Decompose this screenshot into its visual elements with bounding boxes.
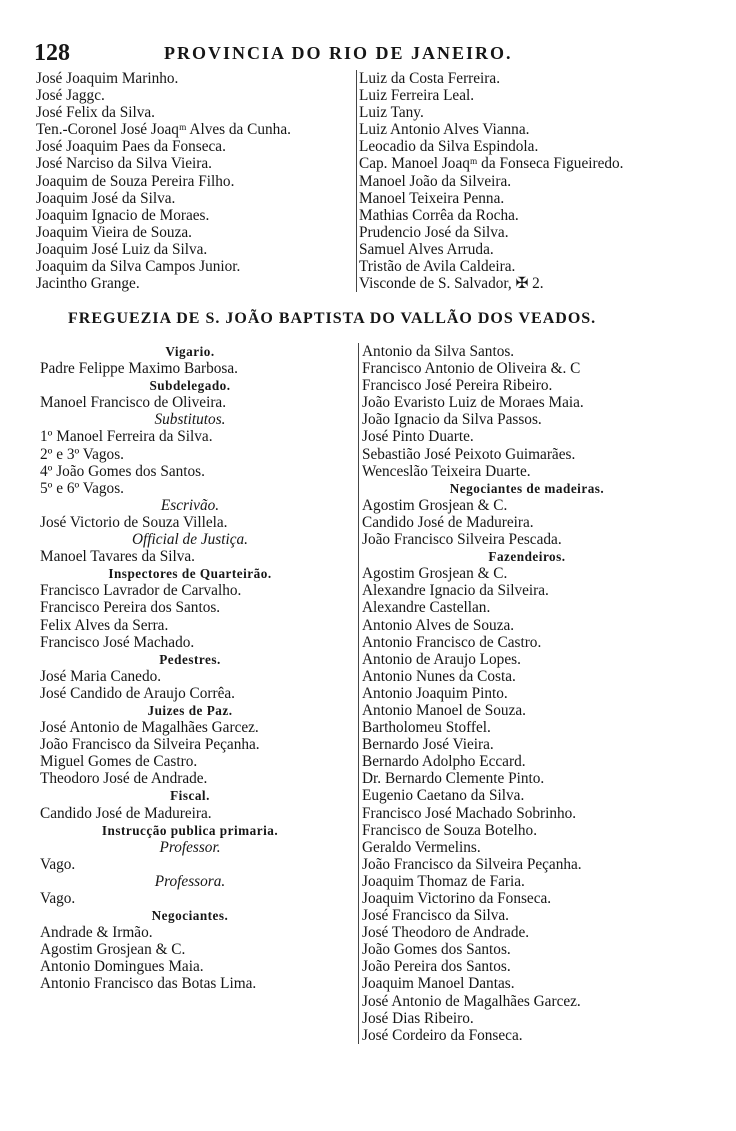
list-item: José Pinto Duarte. — [362, 428, 474, 446]
section-heading-subdelegado: Subdelegado. — [149, 378, 231, 394]
list-item: Francisco de Souza Botelho. — [362, 821, 538, 839]
list-item: Geraldo Vermelins. — [362, 838, 481, 856]
list-item: Cap. Manoel Joaqᵐ da Fonseca Figueiredo. — [359, 155, 624, 173]
list-item: João Francisco da Silveira Peçanha. — [40, 736, 260, 754]
list-item: Bartholomeu Stoffel. — [362, 719, 491, 737]
list-item: Manoel João da Silveira. — [359, 172, 512, 190]
section-heading-pedestres: Pedestres. — [159, 651, 221, 667]
list-item: Alexandre Ignacio da Silveira. — [362, 582, 549, 600]
list-item: Francisco Antonio de Oliveira &. C — [362, 360, 581, 378]
section-heading-inspectores: Inspectores de Quarteirão. — [108, 566, 272, 582]
list-item: José Jaggc. — [36, 87, 105, 105]
list-item: José Antonio de Magalhães Garcez. — [40, 719, 259, 737]
top-left-name-list — [36, 70, 346, 292]
list-item: José Joaquim Marinho. — [36, 70, 179, 87]
list-item: Dr. Bernardo Clemente Pinto. — [362, 770, 545, 788]
list-item: Joaquim de Souza Pereira Filho. — [36, 172, 235, 190]
list-item: Antonio Francisco das Botas Lima. — [40, 975, 257, 993]
section-heading-professor: Professor. — [159, 838, 221, 856]
list-item: Francisco José Pereira Ribeiro. — [362, 377, 553, 395]
list-item: Theodoro José de Andrade. — [40, 770, 208, 788]
parish-title: FREGUEZIA DE S. JOÃO BAPTISTA DO VALLÃO DOS VEADOS. — [68, 310, 597, 327]
list-item: Joaquim José da Silva. — [36, 189, 176, 207]
list-item: 4º João Gomes dos Santos. — [40, 462, 205, 480]
list-item: Manoel Teixeira Penna. — [359, 189, 505, 207]
list-item: Visconde de S. Salvador, ✠ 2. — [359, 275, 544, 293]
list-item: José Felix da Silva. — [36, 104, 155, 122]
list-item: Samuel Alves Arruda. — [359, 240, 494, 258]
list-item: João Pereira dos Santos. — [362, 958, 511, 976]
list-item: Luiz Antonio Alves Vianna. — [359, 121, 530, 139]
parish-merchants-column — [358, 343, 692, 1044]
list-item: Antonio da Silva Santos. — [362, 343, 515, 360]
parish-officials-column — [40, 343, 340, 993]
list-item: Manoel Francisco de Oliveira. — [40, 394, 227, 412]
list-item: Bernardo Adolpho Eccard. — [362, 753, 526, 771]
running-head: PROVINCIA DO RIO DE JANEIRO. — [164, 43, 513, 63]
list-item: Felix Alves da Serra. — [40, 616, 169, 634]
section-heading-fiscal: Fiscal. — [170, 788, 210, 804]
section-heading-vigario: Vigario. — [165, 344, 215, 359]
list-item: João Evaristo Luiz de Moraes Maia. — [362, 394, 584, 412]
list-item: João Ignacio da Silva Passos. — [362, 411, 542, 429]
list-item: José Candido de Araujo Corrêa. — [40, 684, 235, 702]
list-item: Vago. — [40, 890, 76, 907]
list-item: Antonio de Araujo Lopes. — [362, 650, 521, 668]
list-item: 1º Manoel Ferreira da Silva. — [40, 428, 213, 446]
list-item: Antonio Manoel de Souza. — [362, 701, 526, 719]
section-heading-instruccao: Instrucção publica primaria. — [101, 822, 279, 838]
list-item: Joaquim da Silva Campos Junior. — [36, 258, 241, 276]
list-item: Prudencio José da Silva. — [359, 223, 509, 241]
section-heading-negociantes: Negociantes. — [151, 908, 229, 924]
list-item: José Theodoro de Andrade. — [362, 924, 530, 942]
list-item: Andrade & Irmão. — [40, 924, 153, 942]
list-item: Bernardo José Vieira. — [362, 736, 494, 754]
list-item: Agostim Grosjean & C. — [362, 496, 508, 514]
list-item: Eugenio Caetano da Silva. — [362, 787, 525, 805]
list-item: Miguel Gomes de Castro. — [40, 753, 198, 771]
list-item: José Antonio de Magalhães Garcez. — [362, 992, 581, 1010]
list-item: Francisco Lavrador de Carvalho. — [40, 582, 242, 600]
list-item: Francisco Pereira dos Santos. — [40, 599, 221, 617]
list-item: Ten.-Coronel José Joaqᵐ Alves da Cunha. — [36, 121, 291, 139]
list-item: Francisco José Machado. — [40, 633, 195, 651]
list-item: 2º e 3º Vagos. — [40, 445, 124, 463]
list-item: Manoel Tavares da Silva. — [40, 548, 195, 566]
list-item: Antonio Alves de Souza. — [362, 616, 515, 634]
list-item: Antonio Francisco de Castro. — [362, 633, 542, 651]
list-item: Joaquim Thomaz de Faria. — [362, 872, 525, 890]
list-item: Antonio Nunes da Costa. — [362, 667, 516, 685]
list-item: Joaquim José Luiz da Silva. — [36, 240, 208, 258]
list-item: Joaquim Vieira de Souza. — [36, 223, 192, 241]
list-item: José Francisco da Silva. — [362, 907, 509, 925]
list-item: Agostim Grosjean & C. — [362, 565, 508, 583]
list-item: José Maria Canedo. — [40, 667, 162, 685]
list-item: Mathias Corrêa da Rocha. — [359, 206, 519, 224]
section-heading-juizes: Juizes de Paz. — [147, 702, 233, 718]
page-header — [34, 38, 694, 66]
list-item: Luiz Tany. — [359, 104, 424, 122]
list-item: Tristão de Avila Caldeira. — [359, 258, 516, 276]
list-item: Vago. — [40, 855, 76, 873]
list-item: Joaquim Manoel Dantas. — [362, 975, 515, 993]
list-item: Alexandre Castellan. — [362, 599, 491, 617]
list-item: Candido José de Madureira. — [40, 804, 212, 822]
list-item: José Cordeiro da Fonseca. — [362, 1026, 523, 1044]
list-item: Luiz da Costa Ferreira. — [359, 70, 501, 87]
list-item: Antonio Domingues Maia. — [40, 958, 204, 976]
list-item: Antonio Joaquim Pinto. — [362, 684, 508, 702]
list-item: 5º e 6º Vagos. — [40, 479, 124, 497]
section-heading-substitutos: Substitutos. — [154, 411, 226, 429]
section-heading-madeiras: Negociantes de madeiras. — [449, 480, 605, 496]
list-item: Sebastião José Peixoto Guimarães. — [362, 445, 576, 463]
list-item: Jacintho Grange. — [36, 275, 140, 293]
list-item: Wenceslão Teixeira Duarte. — [362, 462, 531, 480]
list-item: João Gomes dos Santos. — [362, 941, 511, 959]
list-item: Candido José de Madureira. — [362, 513, 534, 531]
list-item: João Francisco da Silveira Peçanha. — [362, 855, 582, 873]
list-item: Agostim Grosjean & C. — [40, 941, 186, 959]
list-item: Joaquim Victorino da Fonseca. — [362, 890, 552, 907]
list-item: José Narciso da Silva Vieira. — [36, 155, 212, 173]
page-number: 128 — [34, 40, 70, 66]
list-item: Joaquim Ignacio de Moraes. — [36, 206, 210, 224]
list-item: Francisco José Machado Sobrinho. — [362, 804, 577, 822]
list-item: Luiz Ferreira Leal. — [359, 87, 475, 105]
section-heading-professora: Professora. — [154, 872, 226, 890]
list-item: José Victorio de Souza Villela. — [40, 513, 228, 531]
top-right-name-list — [356, 70, 689, 292]
list-item: Leocadio da Silva Espindola. — [359, 138, 539, 156]
section-heading-official: Official de Justiça. — [132, 531, 248, 549]
list-item: José Dias Ribeiro. — [362, 1009, 474, 1027]
list-item: Padre Felippe Maximo Barbosa. — [40, 360, 238, 378]
section-heading-escrivao: Escrivão. — [160, 496, 220, 514]
list-item: José Joaquim Paes da Fonseca. — [36, 138, 226, 156]
list-item: João Francisco Silveira Pescada. — [362, 531, 562, 549]
section-heading-fazendeiros: Fazendeiros. — [488, 549, 566, 565]
